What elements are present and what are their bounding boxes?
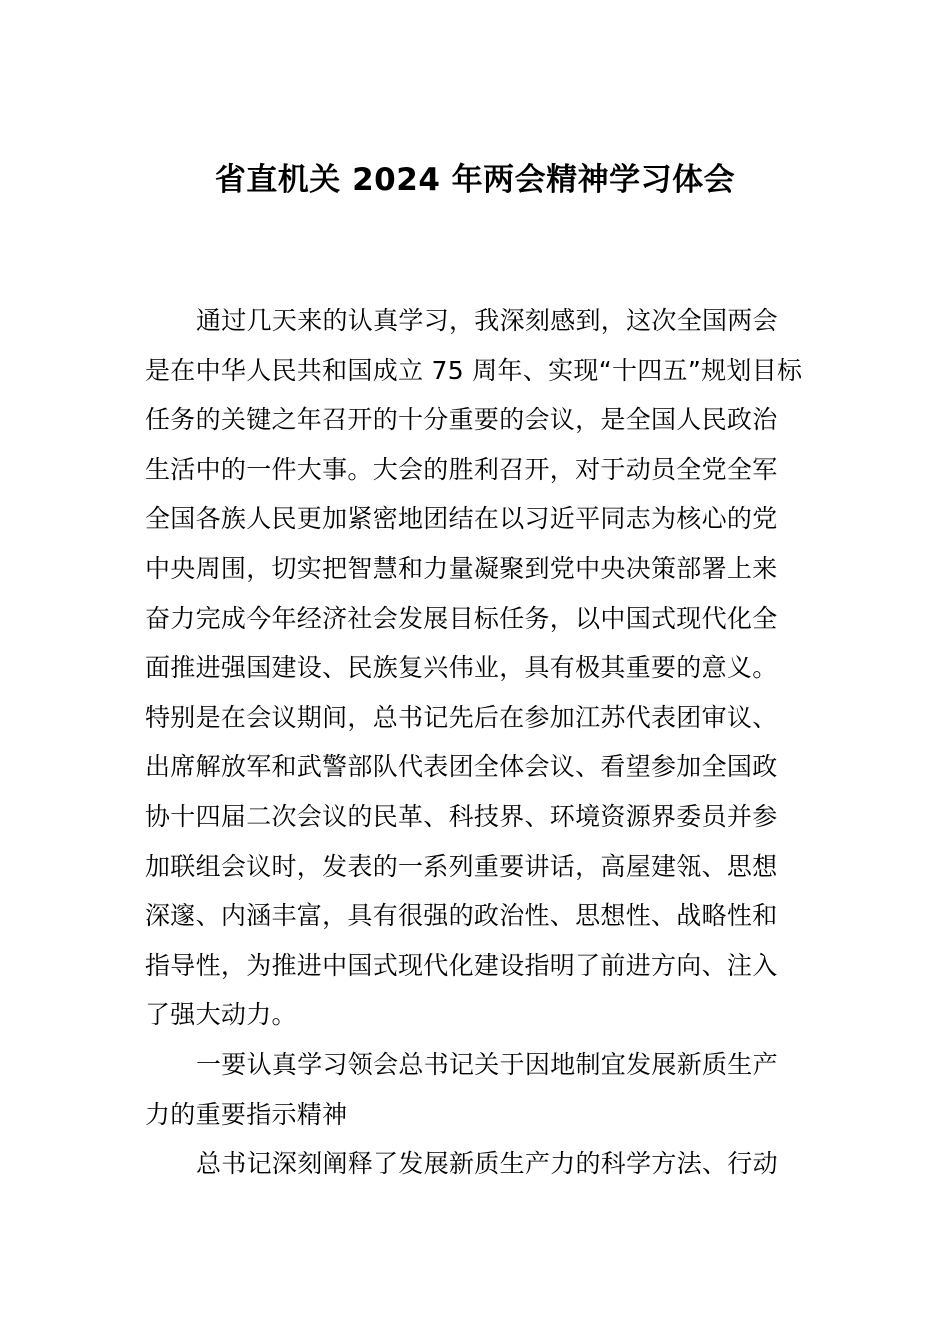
paragraph-1-line: 了强大动力。 [145,1000,297,1030]
paragraph-1-line: 特别是在会议期间，总书记先后在参加江苏代表团审议、 [145,702,778,732]
paragraph-1-line: 奋力完成今年经济社会发展目标任务，以中国式现代化全 [145,603,778,633]
document-title: 省直机关 2024 年两会精神学习体会 [214,162,736,198]
section-heading-line: 一要认真学习领会总书记关于因地制宜发展新质生产 [196,1049,778,1079]
paragraph-1-line: 中央周围，切实把智慧和力量凝聚到党中央决策部署上来 [145,553,778,583]
paragraph-1-line: 是在中华人民共和国成立 75 周年、实现“十四五”规划目标 [145,355,803,385]
paragraph-1-line: 加联组会议时，发表的一系列重要讲话，高屋建瓴、思想 [145,851,778,881]
document-body [145,296,810,1189]
paragraph-1-line: 全国各族人民更加紧密地团结在以习近平同志为核心的党 [145,504,778,534]
paragraph-1-line: 面推进强国建设、民族复兴伟业，具有极其重要的意义。 [145,653,778,683]
section-heading-line: 力的重要指示精神 [145,1099,348,1129]
paragraph-1-line: 出席解放军和武警部队代表团全体会议、看望参加全国政 [145,752,778,782]
paragraph-1-line: 通过几天来的认真学习，我深刻感到，这次全国两会 [196,306,778,335]
paragraph-1-line: 任务的关键之年召开的十分重要的会议，是全国人民政治 [145,405,778,435]
paragraph-1-line: 深邃、内涵丰富，具有很强的政治性、思想性、战略性和 [145,901,778,931]
paragraph-1-line: 生活中的一件大事。大会的胜利召开，对于动员全党全军 [145,454,778,484]
paragraph-1-line: 指导性，为推进中国式现代化建设指明了前进方向、注入 [145,950,778,980]
paragraph-1-line: 协十四届二次会议的民革、科技界、环境资源界委员并参 [145,801,778,831]
paragraph-2-line: 总书记深刻阐释了发展新质生产力的科学方法、行动 [196,1149,778,1179]
